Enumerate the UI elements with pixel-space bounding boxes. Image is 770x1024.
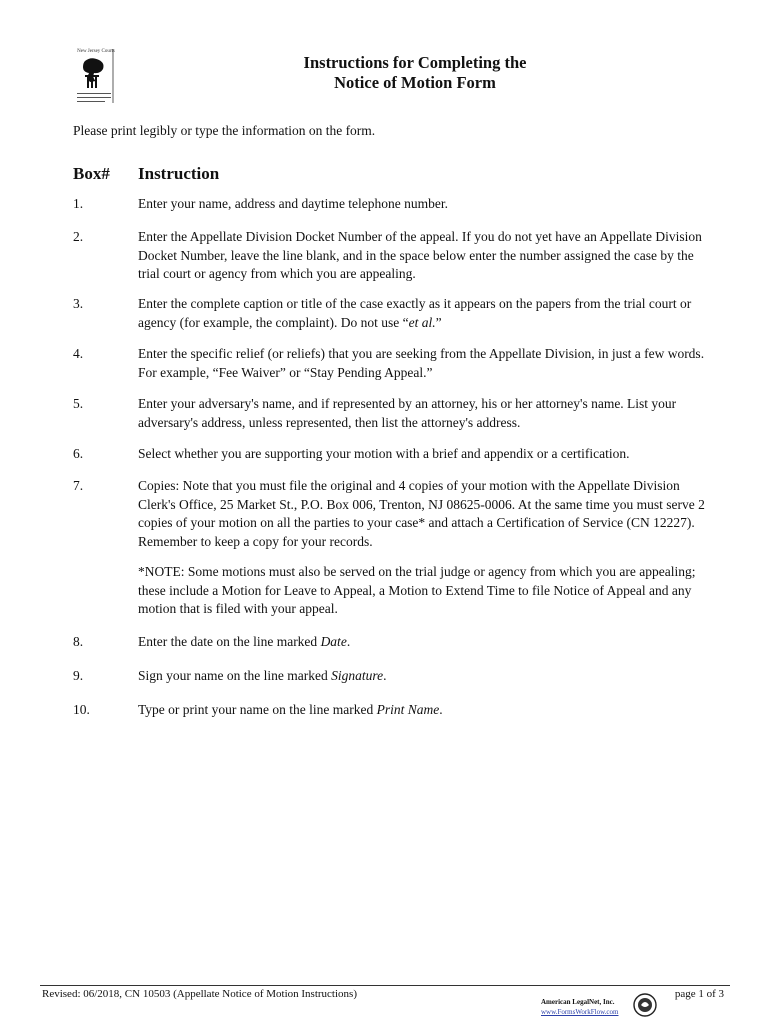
box-number: 3.	[73, 296, 84, 311]
instruction-text: Select whether you are supporting your motion with a brief and appendix or a certification.	[138, 446, 630, 461]
box-column-header: Box#	[73, 164, 110, 183]
instruction-row	[73, 477, 713, 551]
emphasis-text: Signature	[331, 668, 384, 683]
emphasis-text: Print Name	[376, 702, 440, 717]
instruction-text: Enter the date on the line marked Date.	[138, 634, 351, 649]
instruction-row	[73, 195, 713, 214]
vendor-seal-icon	[633, 993, 657, 1017]
vendor-url[interactable]: www.FormsWorkFlow.com	[541, 1008, 619, 1016]
instruction-column-header: Instruction	[138, 164, 220, 183]
nj-courts-logo	[73, 47, 119, 105]
instruction-text: Sign your name on the line marked Signature.	[138, 668, 387, 683]
instruction-row	[73, 445, 713, 464]
instruction-row	[73, 228, 713, 284]
box-number: 2.	[73, 229, 84, 244]
document-title	[180, 53, 650, 93]
box-number: 1.	[73, 196, 84, 211]
instruction-row	[73, 295, 713, 332]
vendor-block	[541, 997, 618, 1017]
instruction-text: Type or print your name on the line marked Print Name.	[138, 702, 443, 717]
title-line-1: Instructions for Completing the	[303, 53, 527, 72]
box-number: 4.	[73, 346, 84, 361]
title-line-2: Notice of Motion Form	[334, 73, 496, 92]
box-number: 7.	[73, 478, 84, 493]
emphasis-text: et al.	[408, 314, 436, 330]
vendor-name: American LegalNet, Inc.	[541, 998, 615, 1006]
instruction-row	[73, 633, 713, 652]
box-number: 6.	[73, 446, 84, 461]
instruction-row	[73, 395, 713, 432]
page-number: page 1 of 3	[674, 988, 724, 1000]
instruction-text: Enter your name, address and daytime telephone number.	[138, 196, 449, 211]
box-number: 10.	[73, 702, 90, 717]
instruction-text: Enter the complete caption or title of the case exactly as it appears on the papers from the trial court or agency (for example, the complaint). Do not use “et al.”	[138, 296, 692, 330]
note-text: *NOTE: Some motions must also be served on the trial judge or agency from which you are appealing; these include a Motion for Leave to Appeal, a Motion to Extend Time to file Notice of Appeal and any motion that is filed with your appeal.	[138, 564, 696, 616]
instruction-text: Copies: Note that you must file the original and 4 copies of your motion with the Appellate Division Clerk's Office, 25 Market St., P.O. Box 006, Trenton, NJ 08625-0006. At the same time you must serve 2 copies of your motion on all the parties to your case* and attach a Certification of Service (CN 12227). Remember to keep a copy for your records.	[138, 478, 705, 549]
footer-divider	[40, 985, 730, 986]
box-number: 8.	[73, 634, 84, 649]
logo-text: New Jersey Courts	[77, 49, 115, 54]
instruction-text: Enter the specific relief (or reliefs) that you are seeking from the Appellate Division, in just a few words. For example, “Fee Waiver” or “Stay Pending Appeal.”	[138, 346, 705, 380]
emphasis-text: Date	[320, 634, 347, 649]
instruction-text: Enter your adversary's name, and if represented by an attorney, his or her attorney's name. List your adversary's address, unless represented, then list the attorney's address.	[138, 396, 677, 430]
footer-revised: Revised: 06/2018, CN 10503 (Appellate Notice of Motion Instructions)	[42, 988, 357, 1000]
box-number: 9.	[73, 668, 84, 683]
instruction-row	[73, 345, 713, 382]
box-number: 5.	[73, 396, 84, 411]
instruction-text: Enter the Appellate Division Docket Number of the appeal. If you do not yet have an Appellate Division Docket Number, leave the line blank, and in the space below enter the number assigned the case by the trial court or agency from which you are appealing.	[138, 229, 702, 281]
instruction-row	[73, 667, 713, 686]
instruction-row	[73, 701, 713, 720]
intro-text: Please print legibly or type the information on the form.	[73, 123, 376, 138]
